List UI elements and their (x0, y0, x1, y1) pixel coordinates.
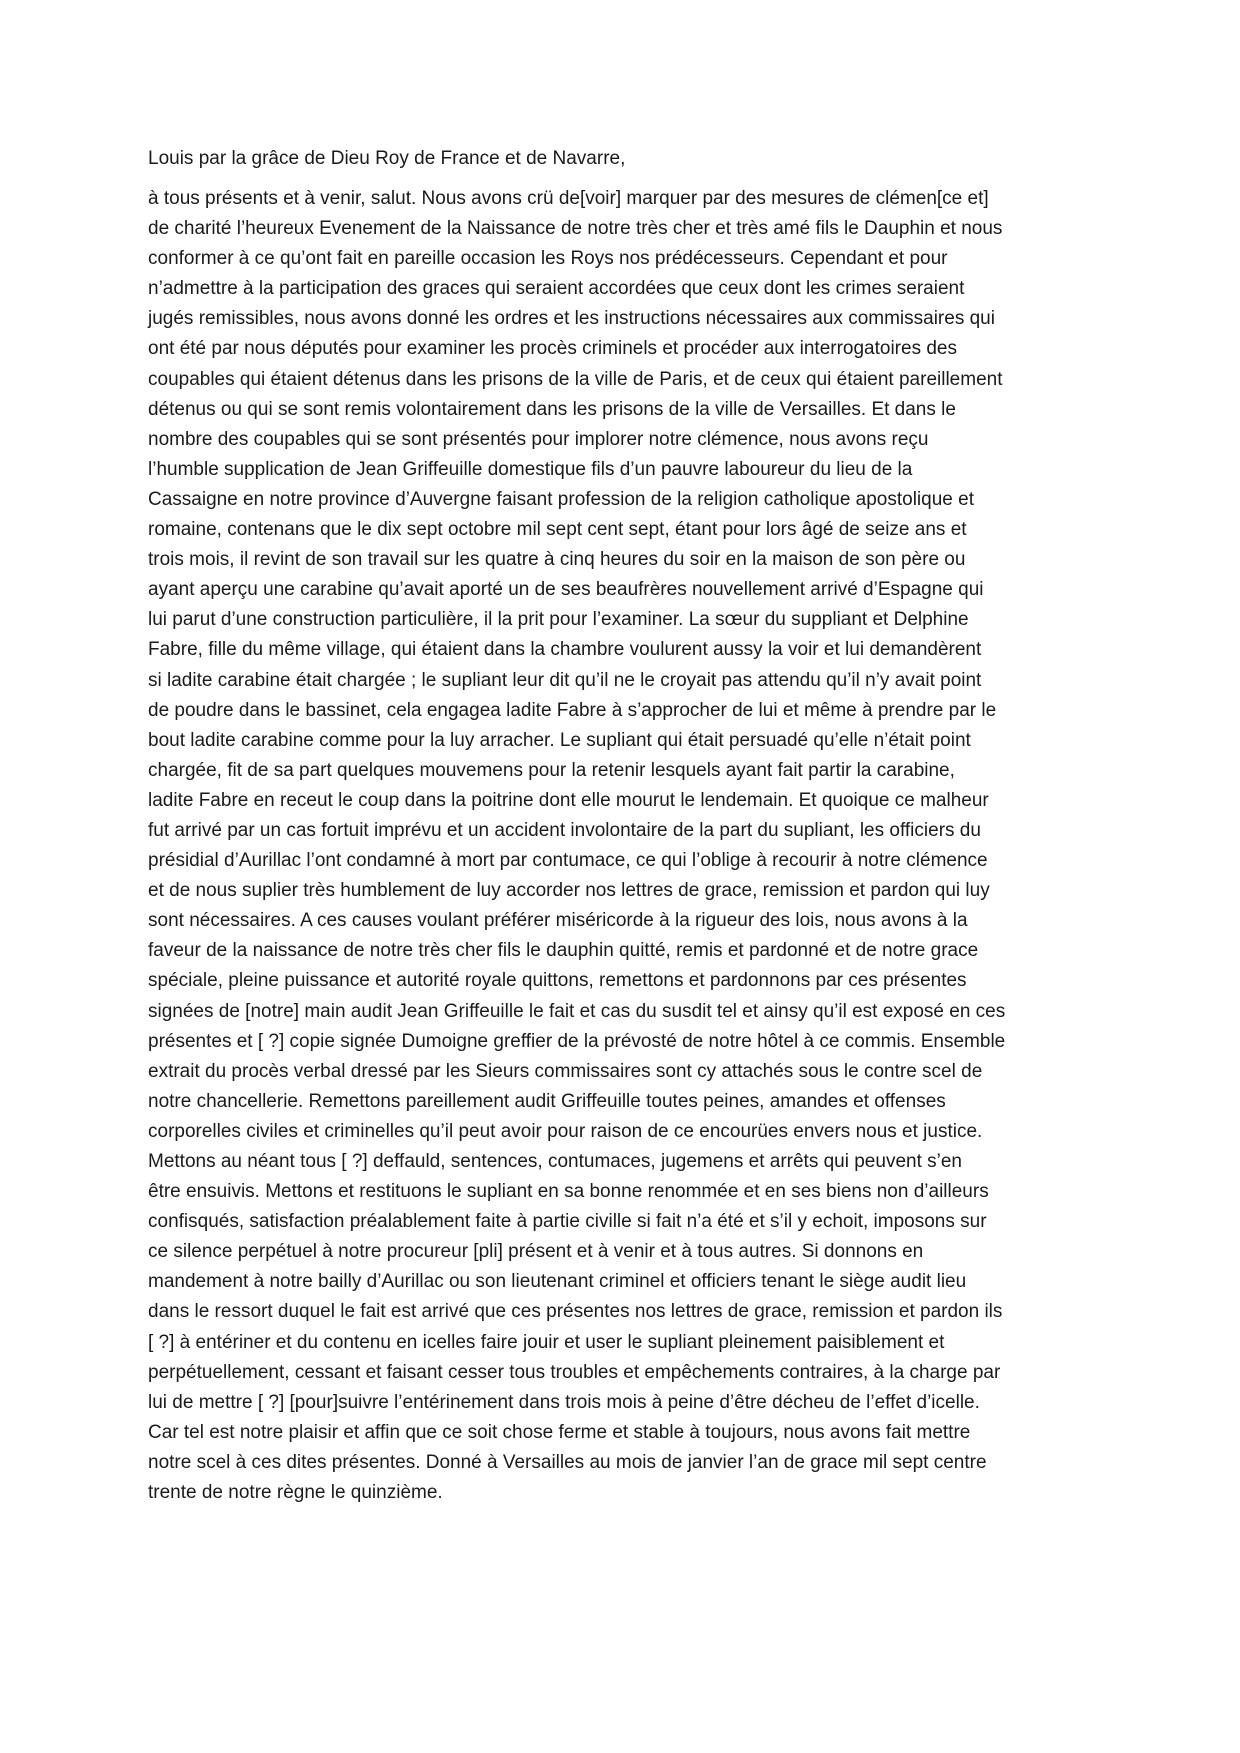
text-line: de poudre dans le bassinet, cela engagea ladite Fabre à s’approcher de lui et même à prendre par le (148, 699, 997, 721)
text-line: perpétuellement, cessant et faisant cesser tous troubles et empêchements contraires, à la charge par (148, 1361, 1001, 1383)
text-line: et de nous suplier très humblement de luy accorder nos lettres de grace, remission et pardon qui luy (148, 880, 990, 902)
text-line: notre scel à ces dites présentes. Donné à Versailles au mois de janvier l’an de grace mil sept centre (148, 1451, 987, 1473)
text-line: ladite Fabre en receut le coup dans la poitrine dont elle mourut le lendemain. Et quoique ce malheur (148, 789, 989, 811)
text-line: confisqués, satisfaction préalablement faite à partie civille si fait n’a été et s’il y echoit, imposons sur (148, 1211, 987, 1233)
text-line: n’admettre à la participation des graces qui seraient accordées que ceux dont les crimes seraient (148, 278, 965, 300)
text-line: présentes et [ ?] copie signée Dumoigne greffier de la prévosté de notre hôtel à ce commis. Ensemble (148, 1030, 1006, 1052)
text-line: faveur de la naissance de notre très cher fils le dauphin quitté, remis et pardonné et de notre grace (148, 940, 979, 962)
text-line: de charité l’heureux Evenement de la Naissance de notre très cher et très amé fils le Dauphin et nous (148, 218, 1003, 240)
text-line: à tous présents et à venir, salut. Nous avons crü de[voir] marquer par des mesures de clémen[ce et] (148, 188, 989, 209)
text-line: Fabre, fille du même village, qui étaient dans la chambre voulurent aussy la voir et lui demandèrent (148, 639, 982, 661)
text-line: trois mois, il revint de son travail sur les quatre à cinq heures du soir en la maison de son père ou (148, 549, 966, 571)
text-line: nombre des coupables qui se sont présentés pour implorer notre clémence, nous avons reçu (148, 428, 929, 450)
text-line: lui parut d’une construction particulière, il la prit pour l’examiner. La sœur du suppliant et Delphine (148, 609, 969, 631)
text-line: spéciale, pleine puissance et autorité royale quittons, remettons et pardonnons par ces présentes (148, 970, 967, 992)
text-line: dans le ressort duquel le fait est arrivé que ces présentes nos lettres de grace, remission et pardon ils (148, 1301, 1003, 1323)
text-line: ce silence perpétuel à notre procureur [pli] présent et à venir et à tous autres. Si donnons en (148, 1241, 924, 1263)
text-line: coupables qui étaient détenus dans les prisons de la ville de Paris, et de ceux qui étaient pareillement (148, 368, 1003, 390)
text-line: Cassaigne en notre province d’Auvergne faisant profession de la religion catholique apostolique et (148, 488, 974, 510)
salutation: Louis par la grâce de Dieu Roy de France et de Navarre, (148, 148, 626, 169)
text-line: sont nécessaires. A ces causes voulant préférer miséricorde à la rigueur des lois, nous avons à la (148, 910, 968, 932)
text-line: corporelles civiles et criminelles qu’il peut avoir pour raison de ce encourües envers nous et justice. (148, 1120, 983, 1142)
text-line: Car tel est notre plaisir et affin que ce soit chose ferme et stable à toujours, nous avons fait mettre (148, 1421, 971, 1443)
text-line: romaine, contenans que le dix sept octobre mil sept cent sept, étant pour lors âgé de seize ans et (148, 519, 967, 541)
text-line: si ladite carabine était chargée ; le supliant leur dit qu’il ne le croyait pas attendu qu’il n’y avait point (148, 669, 982, 691)
text-line: être ensuivis. Mettons et restituons le supliant en sa bonne renommée et en ses biens non d’ailleurs (148, 1181, 989, 1203)
text-line: signées de [notre] main audit Jean Griffeuille le fait et cas du susdit tel et ainsy qu’il est exposé en ces (148, 1000, 1006, 1022)
text-line: ont été par nous députés pour examiner les procès criminels et procéder aux interrogatoires des (148, 338, 957, 360)
text-line: l’humble supplication de Jean Griffeuille domestique fils d’un pauvre laboureur du lieu de la (148, 458, 913, 480)
text-line: trente de notre règne le quinzième. (148, 1482, 443, 1504)
text-line: notre chancellerie. Remettons pareillement audit Griffeuille toutes peines, amandes et offenses (148, 1090, 946, 1112)
text-line: mandement à notre bailly d’Aurillac ou son lieutenant criminel et officiers tenant le siège audit lieu (148, 1271, 967, 1293)
letter-body (148, 184, 1108, 1508)
text-line: chargée, fit de sa part quelques mouvemens pour la retenir lesquels ayant fait partir la carabine, (148, 759, 955, 781)
text-line: détenus ou qui se sont remis volontairement dans les prisons de la ville de Versailles. Et dans le (148, 398, 956, 420)
text-line: bout ladite carabine comme pour la luy arracher. Le supliant qui était persuadé qu’elle n’était point (148, 729, 971, 751)
text-line: lui de mettre [ ?] [pour]suivre l’entérinement dans trois mois à peine d’être décheu de l’effet d’icelle. (148, 1391, 980, 1413)
text-line: Mettons au néant tous [ ?] deffauld, sentences, contumaces, jugemens et arrêts qui peuvent s’en (148, 1151, 962, 1172)
text-line: conformer à ce qu’ont fait en pareille occasion les Roys nos prédécesseurs. Cependant et pour (148, 248, 948, 270)
text-line: extrait du procès verbal dressé par les Sieurs commissaires sont cy attachés sous le contre scel de (148, 1060, 983, 1082)
text-line: ayant aperçu une carabine qu’avait aporté un de ses beaufrères nouvellement arrivé d’Espagne qui (148, 579, 984, 601)
document-page (148, 144, 1108, 1508)
text-line: fut arrivé par un cas fortuit imprévu et un accident involontaire de la part du supliant, les officiers du (148, 819, 981, 841)
text-line: jugés remissibles, nous avons donné les ordres et les instructions nécessaires aux commissaires qui (148, 308, 995, 330)
text-line: [ ?] à entériner et du contenu en icelles faire jouir et user le supliant pleinement paisiblement et (148, 1331, 945, 1353)
text-line: présidial d’Aurillac l’ont condamné à mort par contumace, ce qui l’oblige à recourir à notre clémence (148, 850, 988, 872)
